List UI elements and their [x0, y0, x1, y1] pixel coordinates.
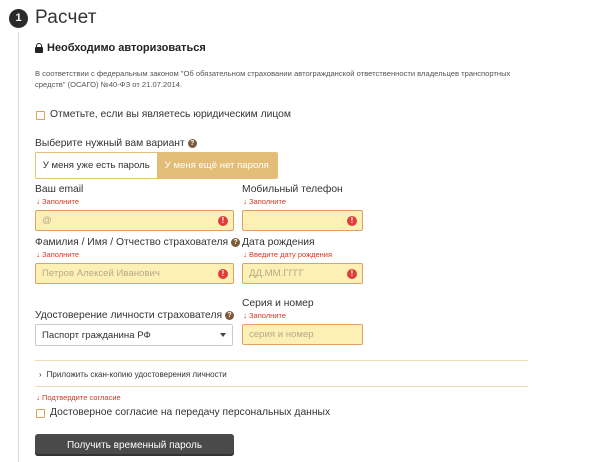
birth-date-field[interactable]: [242, 263, 363, 284]
page-title: Расчет: [35, 7, 97, 28]
birth-date-error-text: Введите дату рождения: [249, 250, 333, 259]
get-temp-password-button[interactable]: Получить временный пароль: [35, 434, 234, 456]
series-number-field[interactable]: [242, 324, 363, 345]
birth-date-error: [243, 250, 332, 259]
step-number-badge: 1: [9, 9, 28, 28]
phone-error-text: Заполните: [249, 197, 286, 206]
email-error: [36, 197, 79, 206]
phone-label: Мобильный телефон: [242, 184, 343, 195]
arrow-down-icon: ↓: [243, 250, 247, 259]
variant-label-text: Выберите нужный вам вариант: [35, 138, 185, 149]
divider: [35, 386, 528, 387]
full-name-error-text: Заполните: [42, 250, 79, 259]
tab-have-password[interactable]: У меня уже есть пароль: [36, 153, 157, 178]
warning-icon: !: [347, 269, 357, 279]
help-icon[interactable]: ?: [188, 139, 197, 148]
email-field[interactable]: [35, 210, 234, 231]
consent-label[interactable]: Достоверное согласие на передачу персональных данных: [50, 407, 331, 418]
id-document-select[interactable]: [35, 324, 233, 346]
series-number-error-text: Заполните: [249, 311, 286, 320]
help-icon[interactable]: ?: [225, 311, 234, 320]
legal-notice: В соответствии с федеральным законом "Об обязательном страховании автогражданской ответственности владельцев транспортных средств" (ОСАГО) №40-ФЗ от 21.07.2014.: [35, 69, 511, 89]
chevron-right-icon: ›: [39, 370, 42, 379]
consent-error-text: Подтвердите согласие: [42, 393, 121, 402]
warning-icon: !: [347, 216, 357, 226]
series-number-label: Серия и номер: [242, 298, 314, 309]
consent-error: [36, 393, 121, 402]
arrow-down-icon: ↓: [243, 197, 247, 206]
series-number-placeholder: серия и номер: [249, 329, 314, 340]
caret-down-icon: [220, 333, 226, 337]
variant-label: [35, 138, 197, 149]
full-name-error: [36, 250, 79, 259]
id-document-selected: Паспорт гражданина РФ: [42, 329, 151, 341]
birth-date-placeholder: ДД.ММ.ГГГГ: [249, 268, 305, 279]
lock-icon: [35, 43, 43, 53]
full-name-placeholder: Петров Алексей Иванович: [42, 268, 160, 279]
tab-no-password[interactable]: У меня ещё нет пароля: [157, 153, 278, 178]
id-document-label: [35, 310, 234, 321]
legal-entity-checkbox[interactable]: [36, 111, 45, 120]
consent-checkbox[interactable]: [36, 409, 45, 418]
auth-heading: [35, 42, 206, 54]
id-document-label-text: Удостоверение личности страхователя: [35, 310, 223, 321]
email-error-text: Заполните: [42, 197, 79, 206]
attach-scan-link[interactable]: [39, 370, 227, 379]
auth-heading-text: Необходимо авторизоваться: [47, 42, 206, 54]
full-name-label: [35, 237, 240, 248]
arrow-down-icon: ↓: [36, 393, 40, 402]
series-number-error: [243, 311, 286, 320]
arrow-down-icon: ↓: [36, 197, 40, 206]
phone-error: [243, 197, 286, 206]
email-placeholder: @: [42, 215, 52, 226]
birth-date-label: Дата рождения: [242, 237, 315, 248]
warning-icon: !: [218, 269, 228, 279]
help-icon[interactable]: ?: [231, 238, 240, 247]
warning-icon: !: [218, 216, 228, 226]
divider: [35, 360, 528, 361]
email-label: Ваш email: [35, 184, 84, 195]
legal-entity-label[interactable]: Отметьте, если вы являетесь юридическим лицом: [50, 109, 291, 120]
arrow-down-icon: ↓: [243, 311, 247, 320]
full-name-label-text: Фамилия / Имя / Отчество страхователя: [35, 237, 229, 248]
full-name-field[interactable]: [35, 263, 234, 284]
password-variant-tabs: [35, 152, 278, 179]
arrow-down-icon: ↓: [36, 250, 40, 259]
attach-scan-label: Приложить скан-копию удостоверения личности: [46, 370, 227, 379]
phone-field[interactable]: [242, 210, 363, 231]
step-connector-line: [18, 32, 19, 462]
